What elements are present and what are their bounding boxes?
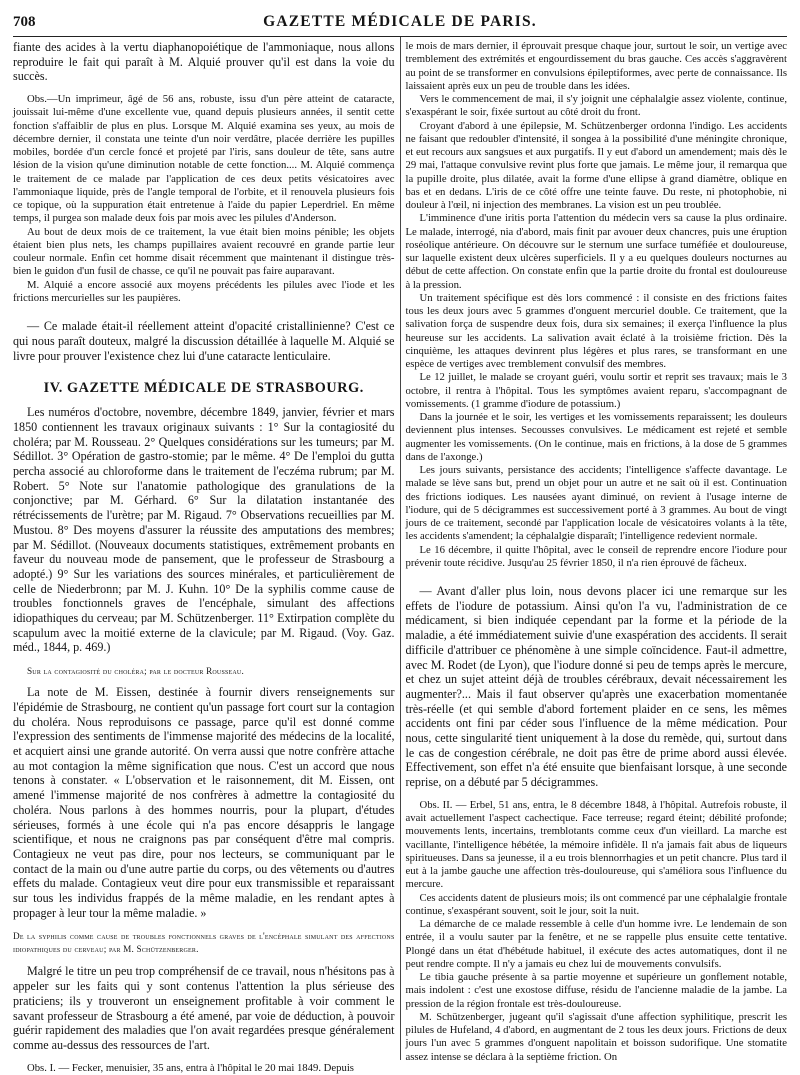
observation-text: La démarche de ce malade ressemble à celle d'un homme ivre. Le lendemain de son entrée, il a voulu sauter par la fenêtre, et ne se rappelle plus ensuite cette tentative. Plongé dans un état d'hébétude habituel, il exécute des actes automatiques, dont il ne peut rendre compte. Il n'y a jamais eu chez lui de mouvements convulsifs.	[405, 918, 787, 970]
observation-text: Obs.—Un imprimeur, âgé de 56 ans, robuste, issu d'un père atteint de cataracte, jouissait lui-même d'une excellente vue, quand depuis plusieurs années, il sentit cette fonction s'affaiblir de plus en plus. Lorsque M. Alquié examina ses yeux, au mois de décembre dernier, il constata une teinte d'un noir verdâtre, placée derrière les pupilles mobiles, bordée d'un cercle foncé et projeté par l'iris, sans douleur de tête, sans autre lésion de la vision qu'une diminution notable de cette fonction.... M. Alquié commença le traitement de ce malade par l'application de ces deux petits vésicatoires avec l'ammoniaque liquide, près de l'angle temporal de l'orbite, et il renouvela plusieurs fois ce topique, où la suppuration était entretenue à l'aide du papier Leperdriel. En même temps, il purgea son malade deux fois par mois avec les pilules d'Anderson.	[13, 93, 395, 225]
observation-text: L'imminence d'une iritis porta l'attention du médecin vers sa cause la plus ordinaire. Le malade, interrogé, nia d'abord, mais finit par avouer deux chancres, puis une éruption roséolique antérieure. On découvre sur le sternum une surface tuméfiée et douloureuse, sur laquelle existent deux ulcères superficiels. Il y a eu quelques douleurs nocturnes au début de cette affection. On constate enfin que la partie droite du frontal est douloureuse à la pression.	[405, 212, 787, 291]
observation-text: M. Alquié a encore associé aux moyens précédents les pilules avec l'iode et les frictions mercurielles sur les paupières.	[13, 278, 395, 304]
observation-text: Obs. I. — Fecker, menuisier, 35 ans, entra à l'hôpital le 20 mai 1849. Depuis	[27, 1061, 354, 1074]
observation-text: Le tibia gauche présente à sa partie moyenne et supérieure un gonflement notable, mais indolent : c'est une exostose diffuse, résidu de l'ancienne maladie de la jambe. La pression de la région frontale est très-douloureuse.	[405, 971, 787, 1010]
observation-text: Les jours suivants, persistance des accidents; l'intelligence s'affecte davantage. Le malade se lève sans but, prend un objet pour un autre et ne sait où il est. Continuation des frictions iodiques. Les nausées ayant diminué, on revient à l'usage interne de l'iodure, qui de 5 décigrammes est successivement porté à 3 grammes. Au bout de vingt jours de ce traitement, secondé par l'application locale de vésicatoires volants à la tête, les accidents s'amendent; la céphalalgie disparaît; l'intelligence redevient normale.	[405, 464, 787, 543]
observation-text: Le 16 décembre, il quitte l'hôpital, avec le conseil de reprendre encore l'iodure pour prévenir toute récidive. Jusqu'au 25 février 1850, il n'a rien éprouvé de fâcheux.	[405, 543, 787, 569]
observation-text: Croyant d'abord à une épilepsie, M. Schützenberger ordonna l'indigo. Les accidents ne faisant que redoubler d'intensité, il songea à la possibilité d'une méningite chronique, et eut recours aux sangsues et aux purgatifs. Il y eut d'abord un amendement; mais dès le 29 mai, l'attaque convulsive revint plus forte que jamais. Le même jour, il remarqua que la pupille droite, plus dilatée, avait la forme d'une ellipse à grand diamètre, oblique en bas et en dedans. L'iris de ce côté offre une teinte fauve. Du reste, ni photophobie, ni douleur à l'œil, ni injection des membranes. La vision est un peu troublée.	[405, 119, 787, 211]
journal-title: GAZETTE MÉDICALE DE PARIS.	[263, 13, 537, 30]
section-heading: IV. GAZETTE MÉDICALE DE STRASBOURG.	[43, 380, 364, 397]
left-paragraph-3: Les numéros d'octobre, novembre, décembre 1849, janvier, février et mars 1850 contiennent les travaux originaux suivants : 1° Sur la contagiosité du choléra; par M. Rousseau. 2° Quelques considérations sur les tumeurs; par M. Sédillot. 3° Opération de gastro-stomie; par le même. 4° De l'emploi du gutta percha associé au chloroforme dans le traitement de l'eczéma rubrum; par M. Robert. 5° Note sur l'anatomie pathologique des granulations de la conjonctive; par M. Gérhard. 6° Sur la dilatation instantanée des rétrécissements de l'urètre; par M. Rigaud. 7° Observations recueillies par M. Mustou. 8° Des moyens d'assurer la réussite des amputations des membres; par M. Sédillot. (Nouveaux documents statistiques, extrêmement probants en faveur du nouveau mode de pansement, que le professeur de Strasbourg a adopté.) 9° Sur les variations des sources minérales, et particulièrement de celle de Niederbronn; par M. J. Kuhn. 10° De la syphilis comme cause de troubles fonctionnels graves de l'encéphale, simulant des affections idiopathiques du cerveau; par M. Schützenberger. 11° Extirpation complète du scapulum avec la moitié externe de la clavicule; par M. Rigaud. (Voy. Gaz. méd., 1844, p. 469.)	[13, 405, 395, 655]
subheading-cholera: Sur la contagiosité du choléra; par le docteur Rousseau.	[27, 666, 244, 677]
remark-paragraph: — Avant d'aller plus loin, nous devons placer ici une remarque sur les effets de l'iodure de potassium. Ainsi qu'on l'a vu, l'administration de ce médicament, si bien indiquée cependant par la forme et la période de la maladie, a été immédiatement suivie d'une exaspération des accidents. Il serait difficile d'attribuer ce phénomène à une simple coïncidence. Faut-il admettre, avec M. Rodet (de Lyon), que l'iodure donné si peu de temps après le mercure, et chez un sujet atteint déjà de troubles cérébraux, devait nécessairement les augmenter?... Mais il faut observer qu'après une exacerbation momentanée très-réelle (et qui semble d'abord fortement plaider en ce sens, les mêmes accidents ont fini par céder sous l'influence de la même médication. Pour nous, cette singularité tient uniquement à la dose du remède, qui, surtout dans le cas de congestion cérébrale, ne doit pas être de prime abord aussi élevée. Effectivement, son effet n'a été ensuite que bienfaisant lorsque, à une seconde reprise, on a débuté par 5 décigrammes.	[405, 584, 787, 790]
observation-text: Un traitement spécifique est dès lors commencé : il consiste en des frictions faites tous les deux jours avec 5 grammes d'onguent mercuriel double. Ce traitement, que la salivation força de suspendre deux fois, dura six semaines; il exerça l'influence la plus heureuse sur les accidents. La salivation avait éclaté à la troisième friction. Dès la cinquième, les attaques devinrent plus légères et plus rares, se transformant en une espèce de vertiges avec tremblement convulsif des membres.	[405, 291, 787, 370]
left-paragraph-4: La note de M. Eissen, destinée à fournir divers renseignements sur l'épidémie de Strasbourg, ne contient qu'un passage fort court sur la contagion du choléra. Nous reproduisons ce passage, parce qu'il est donné comme l'expression des sentiments de l'immense majorité des médecins de la localité, et acquiert ainsi une grande autorité. On verra aussi que notre confrère attache au mot contagion la même signification que nous. C'est un accord que nous tenons à constater. « L'observation et le raisonnement, dit M. Eissen, ont amené l'immense majorité de nos confrères à admettre la contagiosité du choléra. Nous parlons à des hommes nourris, pour la plupart, d'études sérieuses, formés à une école qui n'a pas encore désappris le langage scientifique, et nous ne craignons pas par conséquent d'être mal compris. Contagieux ne veut pas dire, pour nos lecteurs, se communiquant par le contact de la main ou d'une autre partie du corps, ou des vêtements ou d'autres effets du malade. Contagieux veut dire pour eux transmissible et reparaissant sur tous les individus frappés de la même maladie, en les rendant aptes à propager à leur tour la même maladie. »	[13, 685, 395, 920]
text-columns	[13, 37, 787, 1074]
observation-text: le mois de mars dernier, il éprouvait presque chaque jour, surtout le soir, un vertige avec tremblement des extrémités et engourdissement du bras gauche. Ces accès s'aggravèrent au point de se transformer en convulsions épileptiformes, avec perte de connaissance. Ils laissaient après eux un peu de trouble dans les idées.	[405, 40, 787, 92]
observation-text: Au bout de deux mois de ce traitement, la vue était bien moins pénible; les objets étaient bien plus nets, les champs pupillaires avaient recouvré en grande partie leur couleur normale. Enfin cet homme disait récemment que maintenant il distingue très-bien le guidon d'un fusil de chasse, ce qu'il ne pouvait pas faire auparavant.	[13, 225, 395, 278]
left-paragraph-2: — Ce malade était-il réellement atteint d'opacité cristallinienne? C'est ce qui nous paraît douteux, malgré la discussion détaillée à laquelle M. Alquié se livre pour prouver l'existence chez lui d'une cataracte lenticulaire.	[13, 319, 395, 363]
right-column	[405, 37, 788, 1063]
observation-text: Le 12 juillet, le malade se croyant guéri, voulu sortir et reprit ses travaux; mais le 3 octobre, il rentra à l'hôpital. Tous les symptômes avaient reparu, s'accompagnant de vomissements. (1 gramme d'iodure de potassium.)	[405, 371, 787, 410]
observation-text: Dans la journée et le soir, les vertiges et les vomissements reparaissent; les douleurs deviennent plus intenses. Secousses convulsives. Le médicament est rejeté et semble augmenter les vomissements. (On le continue, mais en frictions, à la dose de 5 grammes dans de l'axonge.)	[405, 411, 787, 463]
left-paragraph-1: fiante des acides à la vertu diaphanopoiétique de l'ammoniaque, nous allons reproduire le fait qui paraît à M. Alquié prouver qu'il est dans la voie du succès.	[13, 40, 395, 84]
left-column	[13, 37, 395, 1074]
subheading-syphilis: De la syphilis comme cause de troubles fonctionnels graves de l'encéphale simulant des affections idiopathiques du cerveau; par M. Schützenberger.	[13, 931, 395, 955]
left-paragraph-5: Malgré le titre un peu trop compréhensif de ce travail, nous n'hésitons pas à appeler sur les faits qui y sont contenus l'attention la plus sérieuse des praticiens; ils y trouveront un enseignement profitable à voir comment le savant professeur de Strasbourg a été amené, par voie de déduction, à pouvoir guérir rapidement des maladies que l'on avait regardées presque généralement comme au-dessus des ressources de l'art.	[13, 964, 395, 1052]
observation-text: Vers le commencement de mai, il s'y joignit une céphalalgie assez violente, continue, s'exaspérant le soir, fixée surtout au côté droit du front.	[405, 93, 787, 119]
observation-text: Ces accidents datent de plusieurs mois; ils ont commencé par une céphalalgie frontale continue, s'exaspérant souvent, soit le jour, soit la nuit.	[405, 891, 787, 917]
page-header	[13, 10, 787, 37]
observation-text: M. Schützenberger, jugeant qu'il s'agissait d'une affection syphilitique, prescrit les pilules de Hufeland, 4 d'abord, en augmentant de 2 tous les deux jours. Frictions de deux jours l'un avec 5 grammes d'onguent napolitain et boisson sudorifique. Une stomatite assez intense se déclara à la septième friction. On	[405, 1010, 787, 1063]
observation-text: Obs. II. — Erbel, 51 ans, entra, le 8 décembre 1848, à l'hôpital. Autrefois robuste, il avait actuellement l'aspect cachectique. Face terreuse; regard éteint; débilité profonde; mouvements lents, incertains, tremblotants comme ceux d'un vieillard. La marche est vacillante, l'intelligence hébétée, la mémoire infidèle. Il n'a jamais fait abus de liqueurs spiritueuses. Dans sa jeunesse, il a eu trois blennorrhagies et un petit chancre. Plus tard il eut à la jambe gauche une affection très-douloureuse, qui s'améliora sous l'influence du mercure.	[405, 798, 787, 891]
page-number: 708	[13, 14, 36, 30]
column-divider	[400, 37, 401, 1060]
